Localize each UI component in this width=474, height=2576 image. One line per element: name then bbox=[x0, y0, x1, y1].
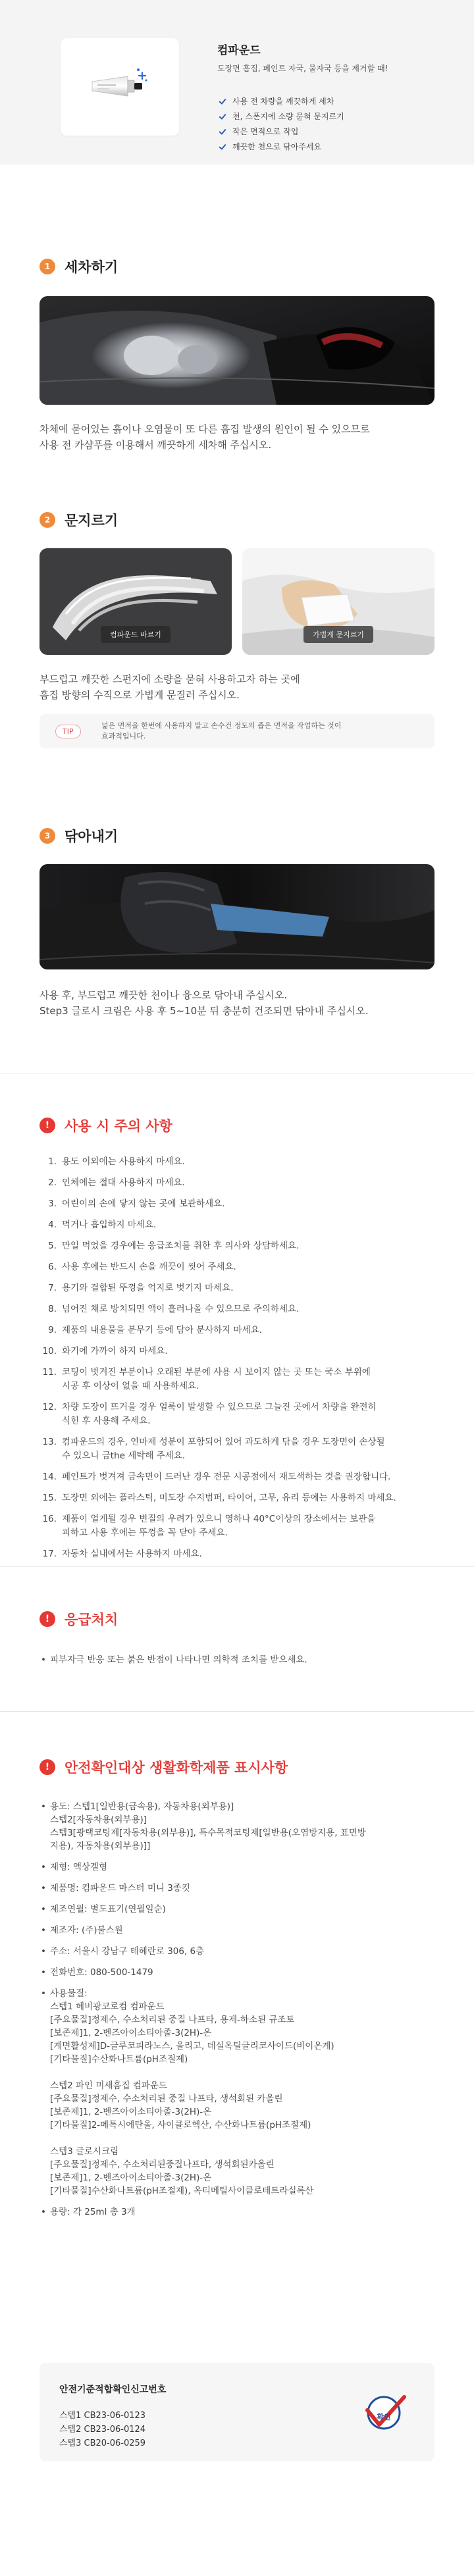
feature-item: 천, 스폰지에 소량 묻혀 문지르기 bbox=[219, 109, 344, 124]
check-icon bbox=[219, 143, 226, 151]
step-number-badge: 1 bbox=[40, 259, 55, 274]
step-title: 닦아내기 bbox=[65, 829, 118, 844]
step-3-description: 사용 후, 부드럽고 깨끗한 천이나 융으로 닦아내 주십시오. Step3 글로시 크림은 사용 후 5~10분 뒤 충분히 건조되면 닦아내 주십시오. bbox=[40, 989, 369, 1017]
safety-check-mark-icon bbox=[362, 2393, 408, 2433]
safety-label-item: • 제품명: 컴파운드 마스터 미니 3종킷 bbox=[41, 1883, 190, 1893]
cautions-list bbox=[40, 1155, 448, 1568]
rub-lightly-photo bbox=[242, 548, 434, 655]
list-item: • 피부자극 반응 또는 붉은 반점이 나타나면 의학적 조치를 받으세요. bbox=[41, 1655, 307, 1665]
apply-compound-photo bbox=[40, 548, 232, 655]
safety-label-item: • 용도: 스텝1[일반용(금속용), 자동차용(외부용)] 스텝2[자동차용(외부용)] 스텝3[광택코팅제[자동차용(외부용)], 특수목적코팅제[일반용(오염방지용, 표면방 지용), 자동차용(외부용)]] bbox=[41, 1801, 366, 1851]
alert-icon: ! bbox=[40, 1759, 55, 1775]
certification-numbers bbox=[59, 2409, 145, 2450]
safety-label-item: • 전화번호: 080-500-1479 bbox=[41, 1967, 153, 1978]
feature-list bbox=[219, 93, 344, 154]
caution-item: 6. 사용 후에는 반드시 손을 깨끗이 씻어 주세요. bbox=[48, 1262, 236, 1272]
alert-icon: ! bbox=[40, 1611, 55, 1627]
cautions-title: 사용 시 주의 사항 bbox=[65, 1118, 172, 1134]
caution-item: 5. 만일 먹었을 경우에는 응급조치를 취한 후 의사와 상담하세요. bbox=[48, 1241, 300, 1251]
step-1-description: 차체에 묻어있는 흙이나 오염물이 또 다른 흠집 발생의 원인이 될 수 있으므로 사용 전 카샴푸를 이용해서 깨끗하게 세차해 주십시오. bbox=[40, 423, 370, 451]
certification-box bbox=[40, 2363, 434, 2461]
safety-label-item: • 제형: 액상겔형 bbox=[41, 1862, 108, 1872]
certification-number: 스텝3 CB20-06-0259 bbox=[59, 2438, 146, 2448]
caution-item: 1. 용도 이외에는 사용하지 마세요. bbox=[48, 1156, 185, 1167]
certification-title: 안전기준적합확인신고번호 bbox=[59, 2384, 167, 2395]
step-number-badge: 3 bbox=[40, 828, 55, 844]
step-1-section bbox=[40, 257, 434, 451]
caution-item: 13. 컴파운드의 경우, 연마제 성분이 포함되어 있어 과도하게 닦을 경우 도장면이 손상될 수 있으니 금the 세탁해 주세요. bbox=[42, 1437, 385, 1461]
safety-label-title: 안전확인대상 생활화학제품 표시사항 bbox=[65, 1760, 288, 1776]
check-icon bbox=[219, 113, 226, 120]
alert-icon: ! bbox=[40, 1118, 55, 1133]
feature-item: 사용 전 차량을 깨끗하게 세차 bbox=[219, 93, 344, 109]
caution-item: 10. 화기에 가까이 하지 마세요. bbox=[42, 1346, 168, 1356]
caution-item: 4. 먹거나 흡입하지 마세요. bbox=[48, 1220, 157, 1230]
product-description: 도장면 흠집, 페인트 자국, 물자국 등을 제거할 때! bbox=[217, 64, 388, 73]
check-icon bbox=[219, 128, 226, 136]
section-divider bbox=[0, 1711, 474, 1712]
step-number-badge: 2 bbox=[40, 512, 55, 528]
caution-item: 2. 인체에는 절대 사용하지 마세요. bbox=[48, 1177, 185, 1188]
feature-item: 깨끗한 천으로 닦아주세요 bbox=[219, 139, 344, 154]
wipe-off-photo bbox=[40, 864, 434, 969]
product-title: 컴파운드 bbox=[217, 44, 261, 57]
caution-item: 17. 자동차 실내에서는 사용하지 마세요. bbox=[42, 1549, 202, 1559]
step-2-description: 부드럽고 깨끗한 스펀지에 소량을 묻혀 사용하고자 하는 곳에 흠집 방향의 수직으로 가볍게 문질러 주십시오. bbox=[40, 673, 300, 701]
caution-item: 12. 차량 도장이 뜨거울 경우 얼룩이 발생할 수 있으므로 그늘진 곳에서 차량을 완전히 식힌 후 사용해 주세요. bbox=[42, 1402, 377, 1426]
feature-item: 작은 면적으로 작업 bbox=[219, 124, 344, 139]
tip-badge: TIP bbox=[55, 725, 81, 738]
safety-label-item: • 용량: 각 25ml 총 3개 bbox=[41, 2207, 136, 2217]
photo-caption: 컴파운드 바르기 bbox=[101, 626, 171, 643]
tip-text: 넓은 면적을 한번에 사용하지 말고 손수건 정도의 좁은 면적을 작업하는 것이 효과적입니다. bbox=[101, 721, 342, 740]
safety-label-item: • 제조자: (주)불스원 bbox=[41, 1925, 123, 1936]
photo-caption: 가볍게 문지르기 bbox=[303, 626, 373, 643]
first-aid-header bbox=[40, 1609, 118, 1629]
first-aid-title: 응급처치 bbox=[65, 1612, 118, 1628]
step-title: 세차하기 bbox=[65, 259, 118, 275]
check-icon bbox=[219, 97, 226, 105]
safety-label-list bbox=[41, 1800, 442, 2227]
compound-tube-icon bbox=[87, 62, 153, 115]
car-wash-photo bbox=[40, 296, 434, 405]
safety-label-header bbox=[40, 1757, 288, 1777]
first-aid-list bbox=[41, 1653, 442, 1674]
certification-number: 스텝1 CB23-06-0123 bbox=[59, 2411, 146, 2421]
section-divider bbox=[0, 1566, 474, 1567]
product-header bbox=[0, 0, 474, 165]
safety-label-item: • 제조연월: 별도표기(연월일순) bbox=[41, 1904, 166, 1915]
caution-item: 15. 도장면 외에는 플라스틱, 미도장 수지범퍼, 타이어, 고무, 유리 등에는 사용하지 마세요. bbox=[42, 1493, 396, 1503]
safety-label-item: • 사용물질: 스텝1 헤비광코로컴 컴파운드 [주요물질]정제수, 수소처리된 중질 나프타, 용제-하소된 규조토 [보존제]1, 2-벤즈아이소티아졸-3(2H)-온 [계면활성제]D-글루코피라노스, 올리고, 데실옥틸글리코사이드(비이온계) [기타물질]수산화나트륨(pH조절제) 스텝2 파인 미세흠집 컴파운드 [주요물질]정제수, 수소처리된 중질 나프타, 생석회된 카올린 [보존제]1, 2-벤즈아이소티아졸-3(2H)-온 [기타물질]2-메톡시에탄올, 사이클로헥산, 수산화나트륨(pH조절제) 스텝3 글로시크림 [주요물질]정제수, 수소처리된중질나프타, 생석회된카올린 [보존제]1, 2-벤즈아이소티아졸-3(2H)-온 [기타물질]수산화나트륨(pH조절제), 옥티메틸사이클로테트라실록산 bbox=[41, 1988, 334, 2196]
caution-item: 8. 넘어진 채로 방치되면 액이 흘러나올 수 있으므로 주의하세요. bbox=[48, 1304, 300, 1314]
caution-item: 9. 제품의 내용물을 분무기 등에 담아 분사하지 마세요. bbox=[48, 1325, 262, 1335]
step-title: 문지르기 bbox=[65, 513, 118, 528]
caution-item: 7. 용기와 결합된 뚜껑을 억지로 벗기지 마세요. bbox=[48, 1283, 234, 1293]
caution-item: 11. 코팅이 벗겨진 부분이나 오래된 부분에 사용 시 보이지 않는 곳 또는 국소 부위에 시공 후 이상이 없을 때 사용하세요. bbox=[42, 1367, 371, 1391]
step-3-section bbox=[40, 826, 434, 1017]
certification-number: 스텝2 CB23-06-0124 bbox=[59, 2425, 146, 2434]
certification-mark-text: 확인 bbox=[377, 2413, 391, 2421]
caution-item: 16. 제품이 얼게될 경우 변질의 우려가 있으니 영하나 40°C이상의 장소에서는 보관을 피하고 사용 후에는 뚜껑을 꼭 닫아 주세요. bbox=[42, 1514, 376, 1538]
caution-item: 3. 어린이의 손에 닿지 않는 곳에 보관하세요. bbox=[48, 1198, 225, 1209]
cautions-header bbox=[40, 1116, 172, 1135]
tip-box bbox=[40, 714, 434, 748]
safety-label-item: • 주소: 서울시 강남구 테헤란로 306, 6층 bbox=[41, 1946, 205, 1957]
caution-item: 14. 페인트가 벗겨져 금속면이 드러난 경우 전문 시공점에서 재도색하는 것을 권장합니다. bbox=[42, 1472, 391, 1482]
step-2-section bbox=[40, 510, 434, 740]
product-thumbnail bbox=[61, 38, 179, 136]
